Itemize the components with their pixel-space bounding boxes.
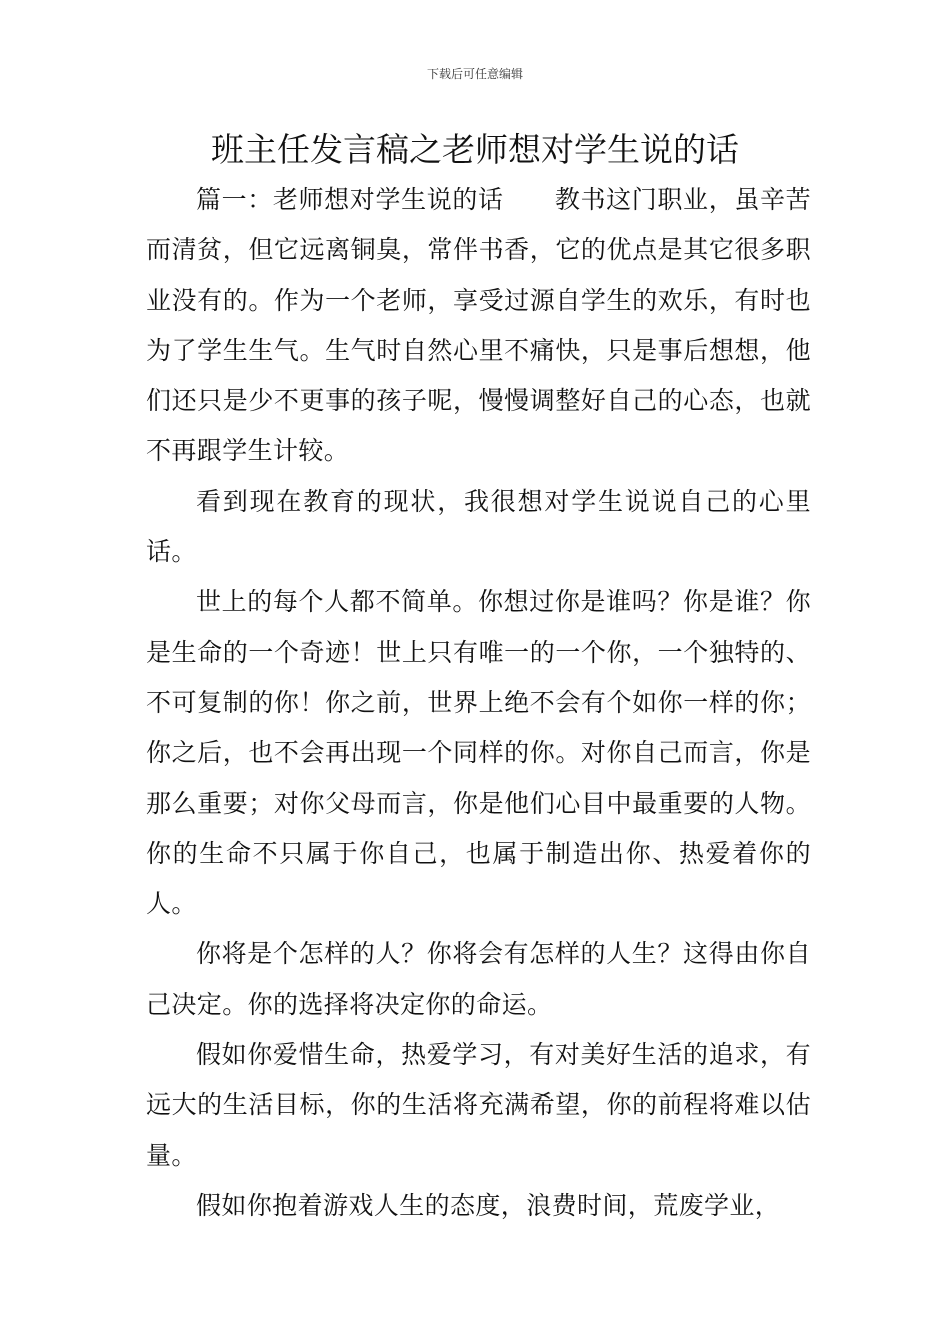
paragraph: 假如你抱着游戏人生的态度，浪费时间，荒废学业， <box>196 1190 781 1220</box>
document-body <box>146 175 811 1231</box>
paragraph: 篇一：老师想对学生说的话 教书这门职业，虽辛苦而清贫，但它远离铜臭，常伴书香，它的优点是其它很多职业没有的。作为一个老师，享受过源自学生的欢乐，有时也为了学生生气。生气时自然心里不痛快，只是事后想想，他们还只是少不更事的孩子呢，慢慢调整好自己的心态，也就不再跟学生计较。 <box>146 185 811 466</box>
paragraph: 假如你爱惜生命，热爱学习，有对美好生活的追求，有远大的生活目标，你的生活将充满希望，你的前程将难以估量。 <box>146 1040 811 1170</box>
paragraph: 你将是个怎样的人？你将会有怎样的人生？这得由你自己决定。你的选择将决定你的命运。 <box>146 939 811 1019</box>
paragraph: 看到现在教育的现状，我很想对学生说说自己的心里话。 <box>146 486 811 567</box>
paragraph: 世上的每个人都不简单。你想过你是谁吗？你是谁？你是生命的一个奇迹！世上只有唯一的一个你，一个独特的、不可复制的你！你之前，世界上绝不会有个如你一样的你；你之后，也不会再出现一个同样的你。对你自己而言，你是那么重要；对你父母而言，你是他们心目中最重要的人物。你的生命不只属于你自己，也属于制造出你、热爱着你的人。 <box>146 587 811 919</box>
header-note: 下载后可任意编辑 <box>426 67 523 81</box>
document-title: 班主任发言稿之老师想对学生说的话 <box>211 130 739 169</box>
